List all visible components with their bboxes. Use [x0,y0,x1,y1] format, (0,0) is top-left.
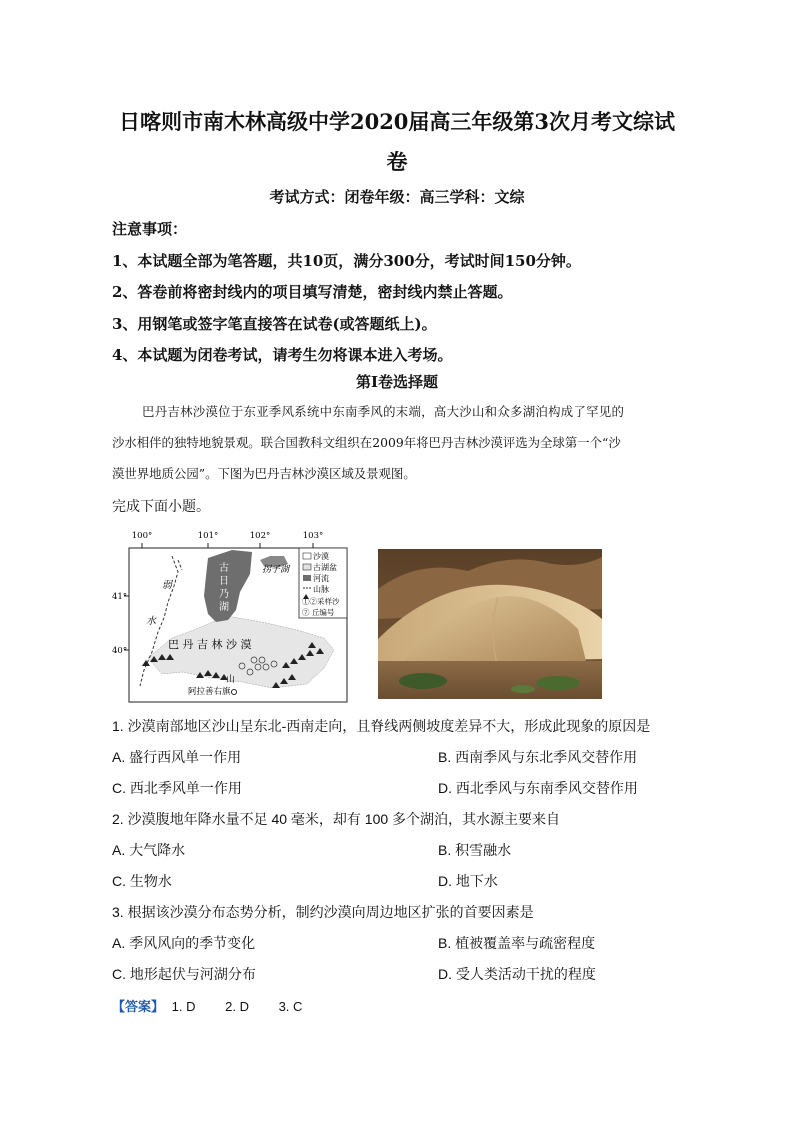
lake-label: 湖 [219,602,229,613]
option: C. 生物水 [112,873,172,889]
river-label: 弱 [162,580,172,591]
option-row [112,744,702,775]
lon-label: 101° [197,531,219,541]
legend-item: 河流 [313,574,329,583]
intro-line: 漠世界地质公园”。下图为巴丹吉林沙漠区域及景观图。 [112,466,416,481]
answer-line [112,996,324,1015]
lake2-label: 拐子湖 [262,565,290,575]
option: D. 地下水 [438,873,498,889]
river-label: 水 [146,616,156,627]
section-title: 第Ⅰ卷选择题 [355,373,439,391]
note-item: 4、本试题为闭卷考试，请考生勿将课本进入考场。 [112,346,453,364]
lon-label: 102° [249,531,271,541]
desert-map [112,526,348,704]
option: A. 大气降水 [112,842,186,858]
lat-label: 41° [112,592,128,602]
option: D. 西北季风与东南季风交替作用 [438,780,638,796]
option: B. 植被覆盖率与疏密程度 [438,935,596,951]
option: C. 地形起伏与河湖分布 [112,966,256,982]
option-row [112,868,702,899]
page-title-line1: 日喀则市南木林高级中学2020届高三年级第3次月考文综试 [118,109,676,134]
intro-line: 沙水相伴的独特地貌景观。联合国教科文组织在2009年将巴丹吉林沙漠评选为全球第一个“沙 [112,435,621,450]
option-row [112,837,702,868]
option: D. 受人类活动干扰的程度 [438,966,596,982]
page-title-line2: 卷 [386,149,408,174]
lake-label: 日 [219,576,229,587]
question-lead: 完成下面小题。 [112,499,210,515]
lon-label: 103° [302,531,324,541]
option-row [112,930,702,961]
questions [112,713,702,992]
desert-label: 巴 丹 吉 林 沙 漠 [168,638,252,651]
question-stem: 2. 沙漠腹地年降水量不足 40 毫米，却有 100 多个湖泊，其水源主要来自 [112,811,561,827]
intro-line: 巴丹吉林沙漠位于东亚季风系统中东南季风的末端，高大沙山和众多湖泊构成了罕见的 [142,404,625,419]
town-label: 阿拉善右旗 [188,687,231,697]
lake-label: 乃 [219,589,229,600]
option: A. 季风风向的季节变化 [112,935,256,951]
option-row [112,775,702,806]
option: B. 西南季风与东北季风交替作用 [438,749,638,765]
option: B. 积雪融水 [438,842,512,858]
note-item: 1、本试题全部为笔答题，共10页，满分300分，考试时间150分钟。 [112,251,581,270]
legend-item: 沙漠 [313,552,329,561]
question-stem: 3. 根据该沙漠分布态势分析，制约沙漠向周边地区扩张的首要因素是 [112,904,534,920]
mountain-label: 山 [226,675,236,685]
lake-label: 古 [219,563,229,574]
notes-heading: 注意事项： [112,220,188,238]
legend-item: 山脉 [313,585,329,594]
notes-block [112,215,581,373]
legend-item: ⑦ 丘编号 [302,608,335,617]
option: A. 盛行西风单一作用 [112,749,242,765]
option: C. 西北季风单一作用 [112,780,242,796]
question-stem: 1. 沙漠南部地区沙山呈东北-西南走向，且脊线两侧坡度差异不大，形成此现象的原因是 [112,718,651,734]
answer-value: 3. C [278,999,303,1014]
option-row [112,961,702,992]
lon-label: 100° [131,531,153,541]
answer-tag: 【答案】 [112,999,165,1014]
answer-value: 2. D [225,999,249,1014]
legend-item: ①②采样沙 [302,597,340,606]
intro-paragraph [112,398,684,491]
note-item: 2、答卷前将密封线内的项目填写清楚，密封线内禁止答题。 [112,283,513,301]
lat-label: 40° [112,646,128,656]
legend-item: 古湖盆 [313,563,337,572]
landscape-photo [378,549,602,699]
note-item: 3、用钢笔或签字笔直接答在试卷(或答题纸上)。 [112,314,437,333]
exam-info: 考试方式：闭卷年级：高三学科：文综 [269,188,525,206]
answer-value: 1. D [171,999,196,1014]
